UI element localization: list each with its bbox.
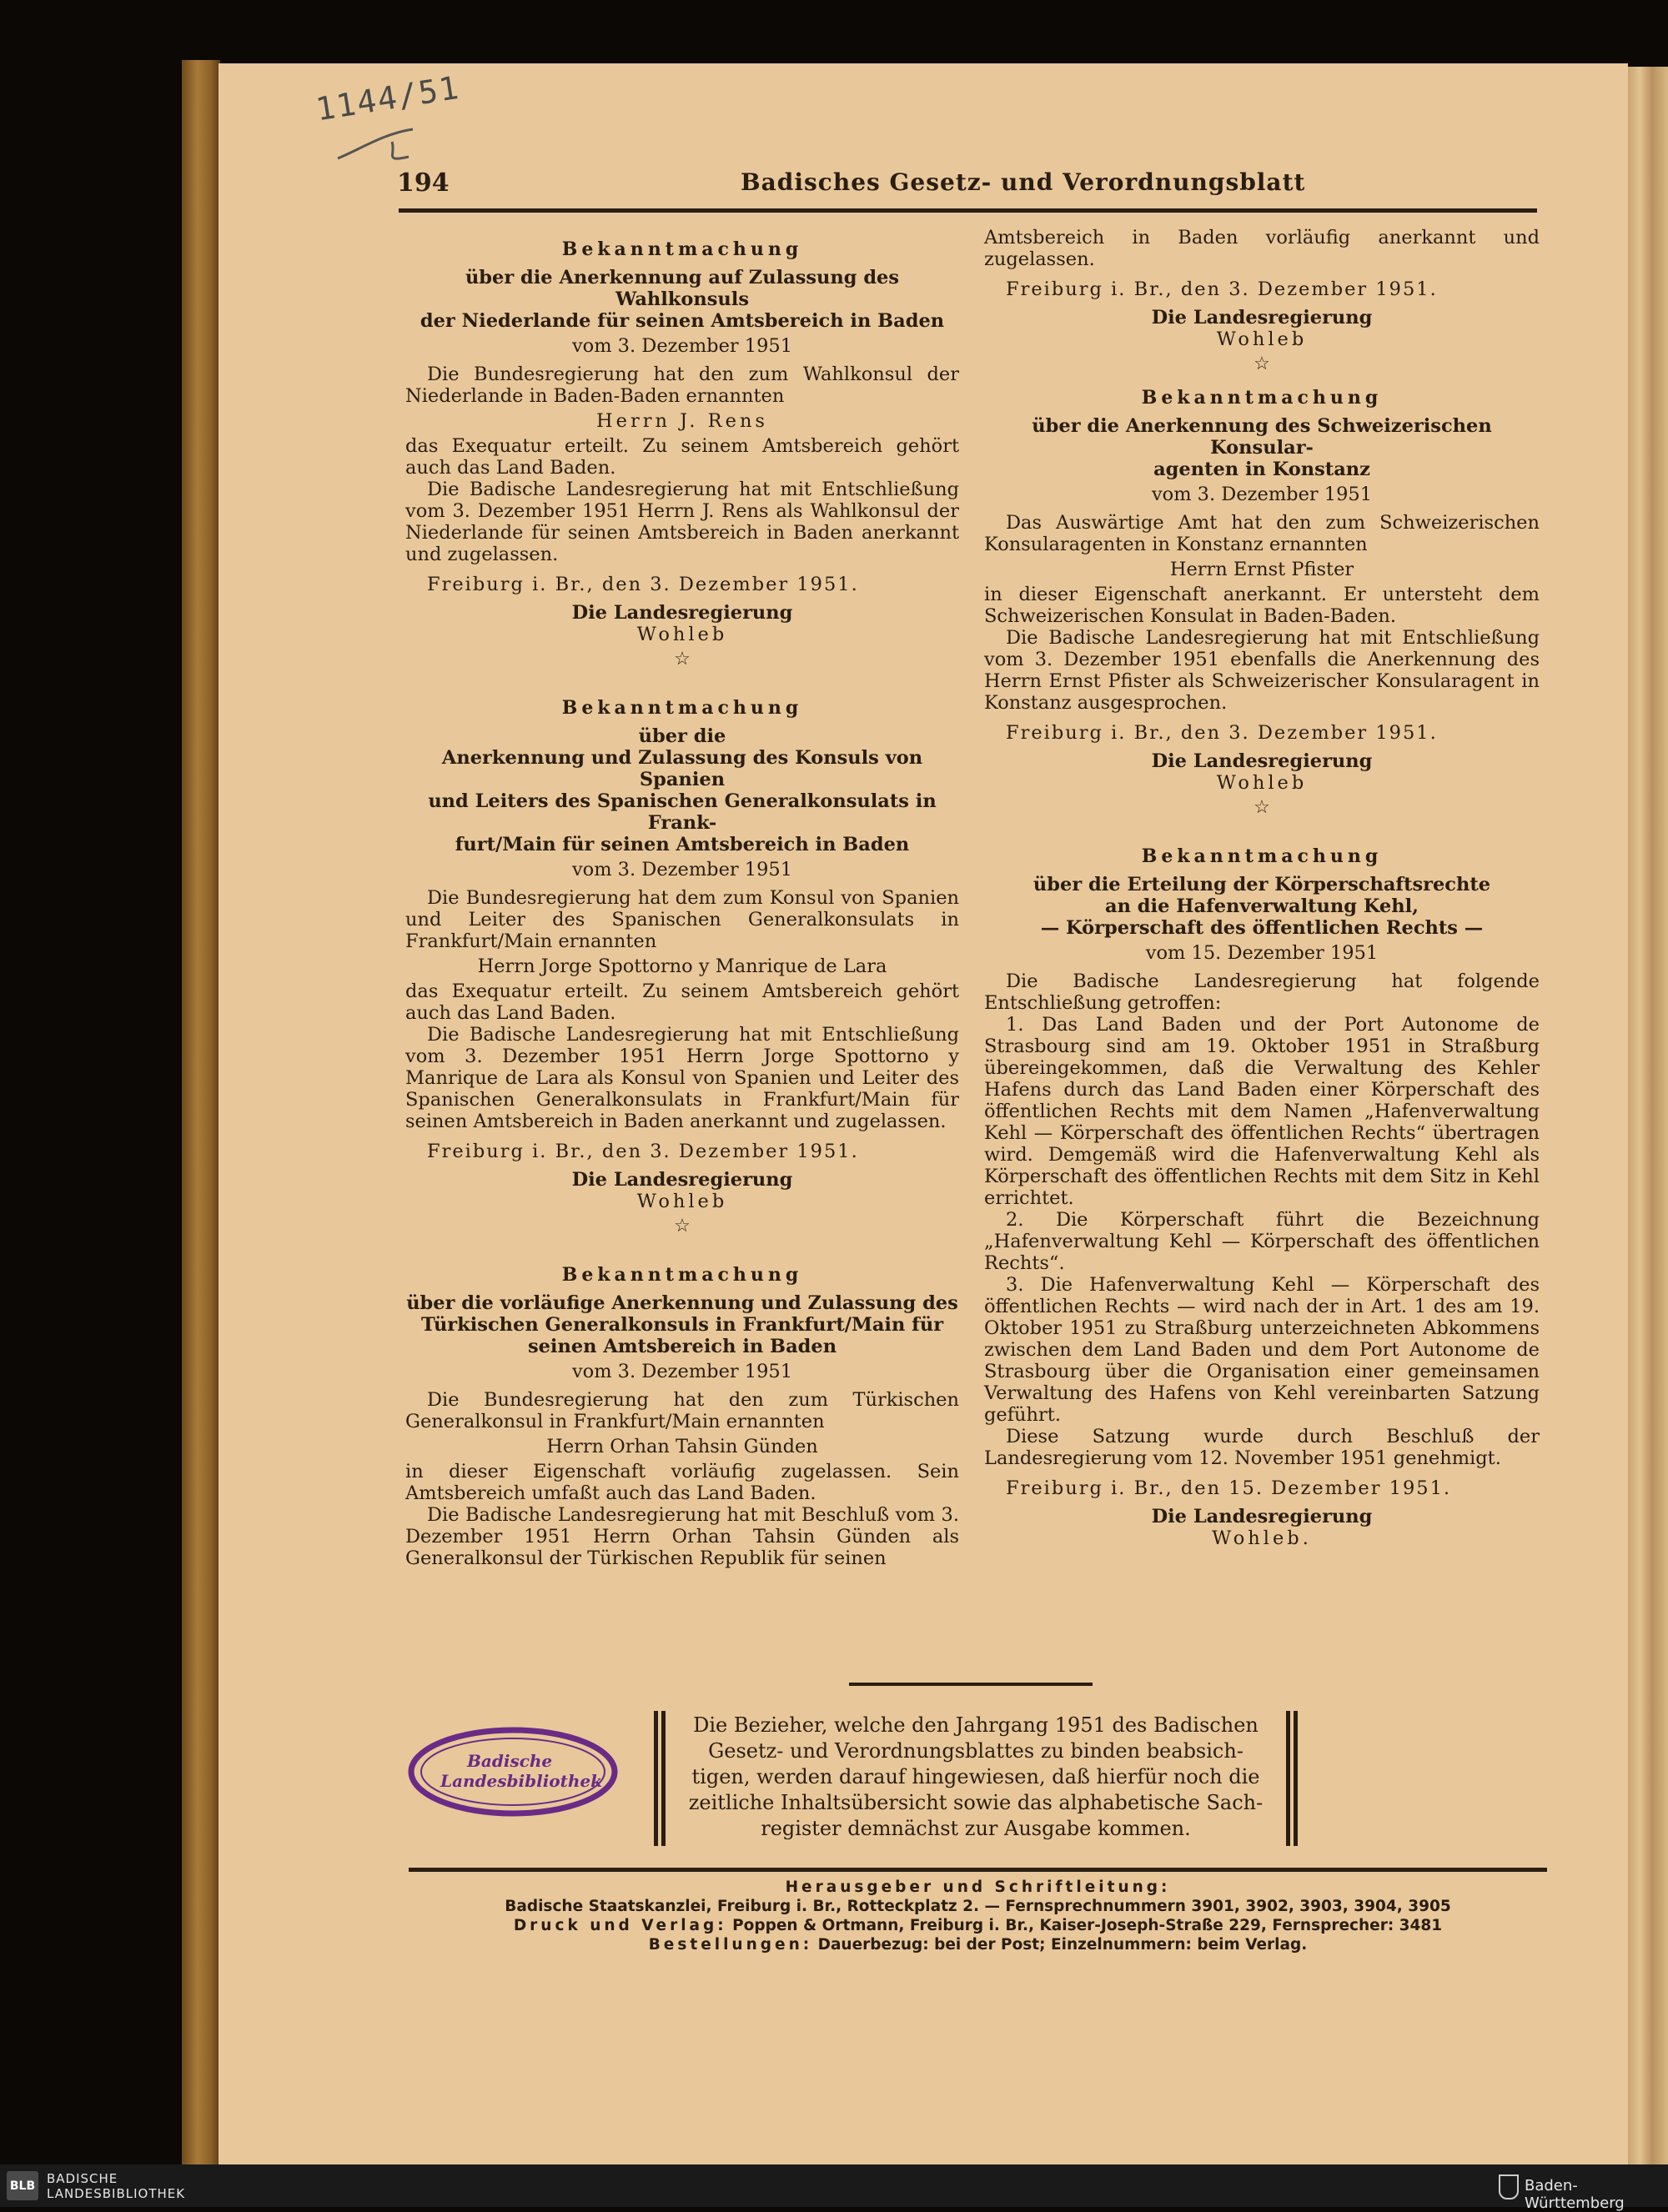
place-date: Freiburg i. Br., den 3. Dezember 1951. xyxy=(427,574,859,595)
announcement-title: und Leiters des Spanischen Generalkonsulats in Frank- xyxy=(428,790,937,834)
signer: Wohleb xyxy=(1216,772,1308,794)
paragraph: Die Badische Landesregierung hat mit Entschließung vom 3. Dezember 1951 ebenfalls die Anerkennung des Herrn Ernst Pfister als Schweizerischer Konsularagent in Konstanz ausgesprochen. xyxy=(984,627,1540,714)
paragraph: Die Bundesregierung hat den zum Wahlkonsul der Niederlande in Baden-Baden ernannten xyxy=(405,364,959,407)
signer: Wohleb xyxy=(636,1191,728,1212)
place-date: Freiburg i. Br., den 15. Dezember 1951. xyxy=(1006,1477,1452,1499)
authority: Die Landesregierung xyxy=(1151,1506,1373,1527)
paragraph: Diese Satzung wurde durch Beschluß der Landesregierung vom 12. November 1951 genehmigt. xyxy=(984,1426,1540,1469)
announcement-date: vom 15. Dezember 1951 xyxy=(1145,942,1379,964)
announcement-konsularagent-schweiz xyxy=(984,387,1540,819)
announcement-heading: Bekanntmachung xyxy=(1141,387,1383,409)
signer: Wohleb xyxy=(636,624,728,645)
announcement-wahlkonsul-niederlande xyxy=(405,238,959,670)
paragraph: Die Badische Landesregierung hat mit Entschließung vom 3. Dezember 1951 Herrn Jorge Spottorno y Manrique de Lara als Konsul von Spanien und Leiter des Spanischen Generalkonsulats in Frankfurt/Main für seinen Amtsbereich in Baden anerkannt und zugelassen. xyxy=(405,1024,959,1132)
announcement-title: über die Erteilung der Körperschaftsrechte xyxy=(1032,874,1491,895)
right-column xyxy=(984,227,1540,1549)
notice-border-right xyxy=(1286,1711,1298,1846)
announcement-heading: Bekanntmachung xyxy=(561,1264,803,1286)
imprint-line xyxy=(409,1916,1547,1935)
announcement-title: agenten in Konstanz xyxy=(1153,459,1370,480)
imprint-label: Druck und Verlag: xyxy=(513,1917,727,1934)
book-binding xyxy=(182,60,220,2174)
announcement-title: über die Anerkennung auf Zulassung des Wahlkonsuls xyxy=(465,267,900,310)
imprint-line xyxy=(409,1935,1547,1954)
imprint-text: Dauerbezug: bei der Post; Einzelnummern: beim Verlag. xyxy=(817,1936,1308,1954)
announcement-heading: Bekanntmachung xyxy=(561,697,803,719)
blb-name: BADISCHE xyxy=(47,2171,118,2186)
announcement-title: Anerkennung und Zulassung des Konsuls von Spanien xyxy=(441,747,923,790)
notice-line: tigen, werden darauf hingewiesen, daß hierfür noch die xyxy=(691,1765,1260,1788)
announcement-heading: Bekanntmachung xyxy=(1141,845,1383,867)
person-name: Herrn Ernst Pfister xyxy=(1169,559,1354,580)
imprint-line: Badische Staatskanzlei, Freiburg i. Br., Rotteckplatz 2. — Fernsprechnummern 3901, 3902, 3903, 3904, 3905 xyxy=(505,1898,1451,1915)
notice-line: zeitliche Inhaltsübersicht sowie das alphabetische Sach- xyxy=(688,1791,1264,1814)
viewer-footer xyxy=(0,2164,1668,2212)
announcement-hafenverwaltung-kehl xyxy=(984,845,1540,1549)
bw-name: Baden-Württemberg xyxy=(1525,2177,1625,2212)
announcement-title: — Körperschaft des öffentlichen Rechts — xyxy=(1040,917,1484,939)
announcement-date: vom 3. Dezember 1951 xyxy=(571,1361,793,1382)
star-divider-icon: ☆ xyxy=(1254,797,1270,818)
announcement-date: vom 3. Dezember 1951 xyxy=(571,335,793,357)
announcement-title: furt/Main für seinen Amtsbereich in Baden xyxy=(455,834,910,855)
authority: Die Landesregierung xyxy=(1151,307,1373,329)
paragraph: das Exequatur erteilt. Zu seinem Amtsbereich gehört auch das Land Baden. xyxy=(405,435,959,479)
paragraph: Die Badische Landesregierung hat folgende Entschließung getroffen: xyxy=(984,971,1540,1014)
paragraph: 2. Die Körperschaft führt die Bezeichnung „Hafenverwaltung Kehl — Körperschaft des öffentlichen Rechts“. xyxy=(984,1209,1540,1274)
signer: Wohleb. xyxy=(1212,1527,1312,1549)
person-name: Herrn Orhan Tahsin Günden xyxy=(546,1436,818,1457)
page-number: 194 xyxy=(397,168,450,198)
announcement-title: über die vorläufige Anerkennung und Zulassung des xyxy=(406,1292,958,1314)
announcement-generalkonsul-tuerkei xyxy=(405,1264,959,1569)
paragraph: Amtsbereich in Baden vorläufig anerkannt und zugelassen. xyxy=(984,227,1540,270)
paragraph: Das Auswärtige Amt hat den zum Schweizerischen Konsularagenten in Konstanz ernannten xyxy=(984,512,1540,555)
person-name: Herrn J. Rens xyxy=(596,410,768,432)
announcement-title: über die Anerkennung des Schweizerischen Konsular- xyxy=(1032,415,1492,459)
stamp-text: Badische xyxy=(467,1751,553,1771)
header-rule xyxy=(399,208,1537,213)
authority: Die Landesregierung xyxy=(571,602,793,624)
place-date: Freiburg i. Br., den 3. Dezember 1951. xyxy=(427,1141,859,1162)
notice-line: register demnächst zur Ausgabe kommen. xyxy=(761,1817,1191,1840)
notice-border-left xyxy=(654,1711,666,1846)
paragraph: Die Bundesregierung hat den zum Türkischen Generalkonsul in Frankfurt/Main ernannten xyxy=(405,1389,959,1432)
binding-notice xyxy=(684,1713,1268,1842)
paragraph: in dieser Eigenschaft vorläufig zugelassen. Sein Amtsbereich umfaßt auch das Land Baden. xyxy=(405,1461,959,1504)
authority: Die Landesregierung xyxy=(571,1169,793,1191)
person-name: Herrn Jorge Spottorno y Manrique de Lara xyxy=(477,956,887,977)
paragraph: Die Badische Landesregierung hat mit Entschließung vom 3. Dezember 1951 Herrn J. Rens als Wahlkonsul der Niederlande für seinen Amtsbereich in Baden anerkannt und zugelassen. xyxy=(405,479,959,565)
page-edge xyxy=(1628,67,1668,2168)
paragraph: 3. Die Hafenverwaltung Kehl — Körperschaft des öffentlichen Rechts — wird nach der in Art. 1 des am 19. Oktober 1951 zu Straßburg unterzeichneten Abkommens zwischen dem Land Baden und dem Port Autonome de Strasbourg über die Organisation einer gemeinsamen Verwaltung des Hafens von Kehl vereinbarten Satzung geführt. xyxy=(984,1274,1540,1426)
imprint-text: Poppen & Ortmann, Freiburg i. Br., Kaiser-Joseph-Straße 229, Fernsprecher: 3481 xyxy=(732,1917,1443,1934)
announcement-title: Türkischen Generalkonsuls in Frankfurt/Main für xyxy=(420,1314,944,1336)
handwritten-mark-icon xyxy=(334,125,450,167)
announcement-title: seinen Amtsbereich in Baden xyxy=(527,1336,837,1357)
announcement-generalkonsul-tuerkei-continued xyxy=(984,227,1540,375)
imprint-label: Bestellungen: xyxy=(648,1936,813,1954)
paragraph: das Exequatur erteilt. Zu seinem Amtsbereich gehört auch das Land Baden. xyxy=(405,981,959,1024)
star-divider-icon: ☆ xyxy=(674,649,691,670)
blb-logo-icon: BLB xyxy=(7,2171,38,2200)
imprint-line: Herausgeber und Schriftleitung: xyxy=(785,1878,1171,1896)
announcement-heading: Bekanntmachung xyxy=(561,238,803,260)
authority: Die Landesregierung xyxy=(1151,750,1373,772)
announcement-title: über die xyxy=(638,725,726,747)
left-column xyxy=(405,227,959,1569)
notice-line: Die Bezieher, welche den Jahrgang 1951 des Badischen xyxy=(693,1713,1259,1737)
paragraph: Die Bundesregierung hat dem zum Konsul von Spanien und Leiter des Spanischen Generalkonsulats in Frankfurt/Main ernannten xyxy=(405,887,959,952)
signer: Wohleb xyxy=(1216,329,1308,350)
paragraph: in dieser Eigenschaft anerkannt. Er untersteht dem Schweizerischen Konsulat in Baden-Baden. xyxy=(984,584,1540,627)
notice-rule xyxy=(849,1683,1093,1686)
place-date: Freiburg i. Br., den 3. Dezember 1951. xyxy=(1006,722,1438,744)
paragraph: Die Badische Landesregierung hat mit Beschluß vom 3. Dezember 1951 Herrn Orhan Tahsin Günden als Generalkonsul der Türkischen Republik für seinen xyxy=(405,1504,959,1569)
star-divider-icon: ☆ xyxy=(1254,354,1270,374)
announcement-title: der Niederlande für seinen Amtsbereich in Baden xyxy=(420,310,945,332)
announcement-title: an die Hafenverwaltung Kehl, xyxy=(1105,895,1419,917)
announcement-date: vom 3. Dezember 1951 xyxy=(571,859,793,880)
stamp-text: Landesbibliothek xyxy=(440,1771,602,1791)
imprint xyxy=(409,1878,1547,1954)
paragraph: 1. Das Land Baden und der Port Autonome de Strasbourg sind am 19. Oktober 1951 in Straßburg übereingekommen, daß die Verwaltung des Kehler Hafens durch das Land Baden einer Körperschaft des öffentlichen Rechts mit dem Namen „Hafenverwaltung Kehl — Körperschaft des öffentlichen Rechts“ übertragen wird. Demgemäß wird die Hafenverwaltung Kehl als Körperschaft des öffentlichen Rechts mit dem Sitz in Kehl errichtet. xyxy=(984,1014,1540,1209)
handwritten-note: 1144/51 xyxy=(313,68,463,128)
bw-crest-icon xyxy=(1499,2174,1519,2199)
running-title: Badisches Gesetz- und Verordnungsblatt xyxy=(741,168,1306,196)
announcement-date: vom 3. Dezember 1951 xyxy=(1151,484,1373,505)
imprint-rule xyxy=(409,1868,1547,1872)
star-divider-icon: ☆ xyxy=(674,1216,691,1236)
place-date: Freiburg i. Br., den 3. Dezember 1951. xyxy=(1006,278,1438,300)
notice-line: Gesetz- und Verordnungsblattes zu binden beabsich- xyxy=(708,1739,1243,1763)
announcement-konsul-spanien xyxy=(405,697,959,1237)
blb-name: LANDESBIBLIOTHEK xyxy=(47,2186,186,2201)
